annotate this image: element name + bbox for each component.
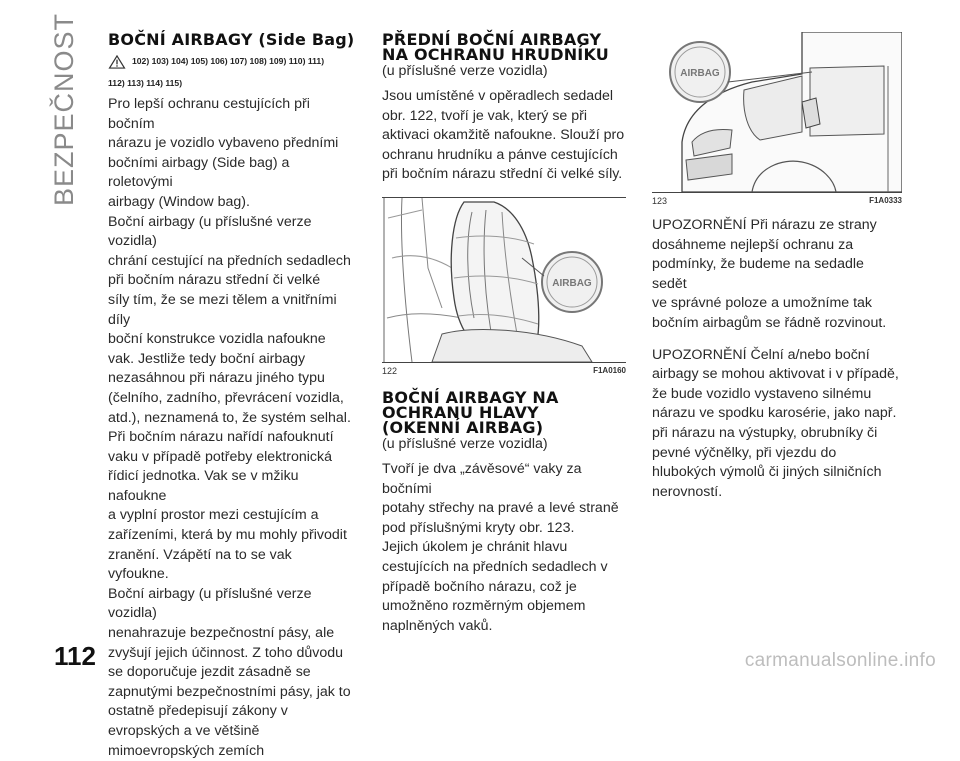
heading-chest-airbags: [382, 32, 626, 62]
text-line: Jejich úkolem je chránit hlavu: [382, 539, 568, 556]
text-line: airbagy se mohou aktivovat i v případě,: [652, 366, 899, 383]
column-middle: [382, 32, 626, 636]
airbag-label: AIRBAG: [680, 68, 720, 79]
text-line: hlubokých výmolů či jiných silničních: [652, 464, 882, 481]
heading-line: NA OCHRANU HRUDNÍKU: [382, 45, 609, 64]
heading-line: PŘEDNÍ BOČNÍ AIRBAGY: [382, 30, 602, 49]
text-line: vak. Jestliže tedy boční airbagy: [108, 350, 306, 367]
chest-airbag-text: [382, 87, 626, 185]
heading-side-airbags: BOČNÍ AIRBAGY (Side Bag): [108, 30, 355, 49]
column-left: [108, 32, 356, 761]
text-line: pod příslušnými kryty obr. 123.: [382, 519, 575, 536]
warning-side-impact: [652, 216, 902, 334]
figure-number: 122: [382, 365, 398, 376]
figure-code: F1A0333: [869, 196, 902, 205]
text-line: vaku v případě potřeby elektronická: [108, 448, 332, 465]
window-airbag-text: [382, 460, 626, 636]
warning-references: [108, 55, 356, 69]
text-line: nezasáhnou při nárazu jiného typu: [108, 370, 325, 387]
warning-underbody-impact: [652, 346, 902, 503]
figure-123: [652, 32, 902, 193]
text-line: při nárazu na výstupky, obrubníky či: [652, 424, 878, 441]
text-line: atd.), neznamená to, že systém selhal.: [108, 409, 351, 426]
text-line: při bočním nárazu střední či velké: [108, 272, 321, 289]
warning-triangle-icon: [108, 55, 126, 69]
watermark: carmanualsonline.info: [744, 650, 936, 671]
seat-airbag-illustration: [382, 198, 626, 362]
text-line: Při bočním nárazu nařídí nafouknutí: [108, 429, 334, 446]
text-line: ostatně předepisují zákony v: [108, 703, 288, 720]
text-line: zapnutými bezpečnostními pásy, jak to: [108, 683, 351, 700]
text-line: aktivaci okamžitě nafoukne. Slouží pro: [382, 127, 625, 144]
text-line: a vyplní prostor mezi cestujícím a: [108, 507, 319, 524]
text-line: Tvoří je dva „závěsové“ vaky za bočními: [382, 460, 582, 497]
text-line: nárazu ve spodku karosérie, jako např.: [652, 405, 897, 422]
text-line: že bude vozidlo vystaveno silnému: [652, 385, 872, 402]
text-line: řídicí jednotka. Vak se v mžiku nafoukne: [108, 468, 299, 504]
heading-line: BOČNÍ AIRBAGY NA: [382, 387, 559, 407]
text-line: bočním airbagům se řádně rozvinout.: [652, 314, 887, 331]
text-line: nenahrazuje bezpečnostní pásy, ale: [108, 625, 335, 642]
text-line: airbagy (Window bag).: [108, 193, 250, 210]
airbag-label: AIRBAG: [552, 277, 592, 289]
text-line: nerovností.: [652, 483, 723, 500]
heading-window-airbags: [382, 387, 626, 437]
variant-note: (u příslušné verze vozidla): [382, 63, 548, 79]
references-line-1: 102) 103) 104) 105) 106) 107) 108) 109) 110) 111): [132, 56, 325, 66]
text-line: mimoevropských zemích: [108, 742, 265, 759]
text-line: evropských a ve většině: [108, 723, 260, 739]
text-line: podmínky, že budeme na sedadle sedět: [652, 256, 864, 292]
text-line: cestujících na předních sedadlech v: [382, 558, 608, 575]
van-airbag-illustration: [652, 32, 902, 192]
figure-122-caption: [382, 366, 626, 376]
references-line-2: 112) 113) 114) 115): [108, 78, 183, 88]
page-number: 112: [54, 641, 96, 671]
variant-note: (u příslušné verze vozidla): [382, 435, 548, 452]
text-line: zařízeními, která by mu mohly přivodit: [108, 527, 347, 544]
column-right: [652, 32, 902, 502]
text-line: při bočním nárazu střední či velké síly.: [382, 166, 623, 183]
figure-number: 123: [652, 196, 668, 206]
text-line: zranění. Vzápětí na to se vak vyfoukne.: [108, 546, 292, 583]
text-line: (čelního, zadního, převrácení vozidla,: [108, 389, 344, 406]
figure-code: F1A0160: [593, 365, 626, 375]
text-line: obr. 122, tvoří je vak, který se při: [382, 107, 588, 124]
text-line: nárazu je vozidlo vybaveno předními: [108, 135, 339, 152]
text-line: UPOZORNĚNÍ Při nárazu ze strany: [652, 217, 877, 233]
text-line: dosáhneme nejlepší ochranu za: [652, 236, 854, 253]
section-tab-label: BEZPEČNOST: [49, 12, 80, 206]
text-line: chrání cestující na předních sedadlech: [108, 252, 351, 269]
text-line: potahy střechy na pravé a levé straně: [382, 500, 619, 517]
text-line: zvyšují jejich účinnost. Z toho důvodu: [108, 644, 344, 661]
figure-123-caption: [652, 196, 902, 206]
text-line: ve správné poloze a umožníme tak: [652, 295, 873, 312]
heading-line: (OKENNÍ AIRBAG): [382, 417, 544, 437]
text-line: Boční airbagy (u příslušné verze vozidla): [108, 213, 312, 250]
text-line: naplněných vaků.: [382, 617, 493, 634]
text-line: síly tím, že se mezi tělem a vnitřními díly: [108, 291, 337, 328]
text-line: Pro lepší ochranu cestujících při bočním: [108, 96, 310, 132]
text-line: Boční airbagy (u příslušné verze vozidla): [108, 585, 312, 622]
text-line: případě bočního nárazu, což je: [382, 578, 577, 595]
text-line: boční konstrukce vozidla nafoukne: [108, 331, 326, 348]
text-line: pevné výčnělky, při vjezdu do: [652, 444, 837, 461]
text-line: Jsou umístěné v opěradlech sedadel: [382, 88, 614, 104]
text-line: UPOZORNĚNÍ Čelní a/nebo boční: [652, 346, 870, 363]
side-airbag-text: [108, 95, 356, 761]
text-line: bočními airbagy (Side bag) a roletovými: [108, 154, 290, 191]
figure-122: [382, 197, 626, 363]
heading-line: OCHRANU HLAVY: [382, 402, 539, 422]
text-line: se doporučuje jezdit zásadně se: [108, 664, 311, 681]
section-tab: [49, 12, 80, 206]
text-line: ochranu hrudníku a pánve cestujících: [382, 146, 618, 163]
text-line: umožněno rozměrným objemem: [382, 598, 586, 615]
